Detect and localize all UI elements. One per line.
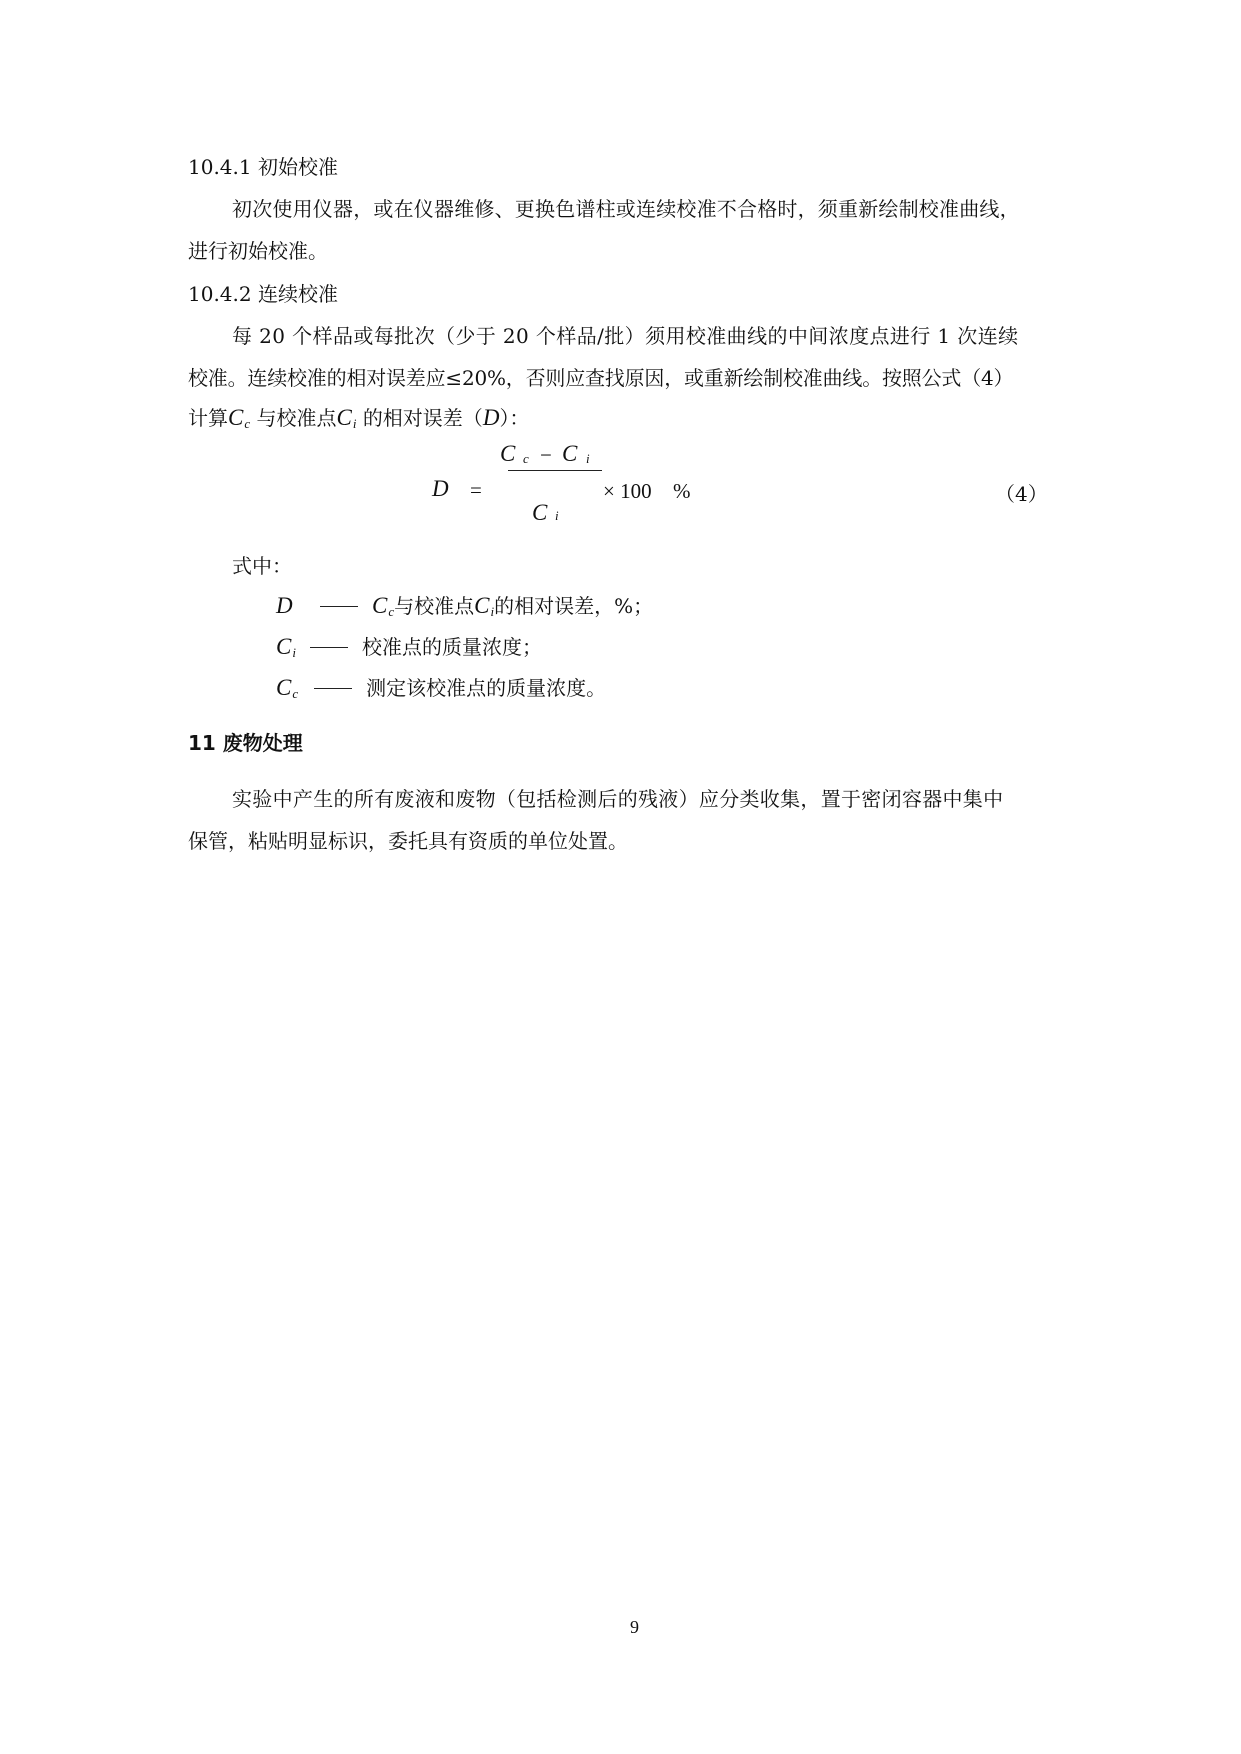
- symbol-cc-sub: c: [244, 416, 251, 431]
- formula-lhs: D: [432, 476, 449, 501]
- formula-percent: %: [673, 479, 691, 503]
- symbol-ci-sub: i: [352, 416, 357, 431]
- section-10-4-2-line3: [188, 402, 529, 431]
- definition-ci: Ci 校准点的质量浓度；: [276, 634, 542, 660]
- section-10-4-2-line1: 每 20 个样品或每批次（少于 20 个样品/批）须用校准曲线的中间浓度点进行 1 次连续: [232, 324, 1019, 348]
- line3-mid1: 与校准点: [256, 406, 337, 430]
- section-10-4-1-line1: 初次使用仪器，或在仪器维修、更换色谱柱或连续校准不合格时，须重新绘制校准曲线，: [232, 197, 1020, 221]
- symbol-ci: C: [336, 405, 352, 430]
- formula-times-100: × 100: [603, 479, 652, 503]
- section-11-line1: 实验中产生的所有废液和废物（包括检测后的残液）应分类收集，置于密闭容器中集中: [232, 787, 1004, 811]
- section-10-4-1-line2: 进行初始校准。: [188, 239, 328, 263]
- where-label: 式中：: [232, 554, 292, 578]
- line3-pre: 计算: [188, 406, 228, 430]
- symbol-cc: C: [228, 405, 244, 430]
- definition-cc: Cc 测定该校准点的质量浓度。: [276, 675, 607, 701]
- formula-number: （4）: [995, 482, 1048, 506]
- section-11-line2: 保管，粘贴明显标识，委托具有资质的单位处置。: [188, 829, 628, 853]
- section-10-4-1-heading: 10.4.1 初始校准: [188, 155, 338, 179]
- section-11-heading: 11 废物处理: [188, 731, 303, 755]
- definition-d: D Cc与校准点Ci的相对误差，%；: [276, 593, 654, 619]
- line3-mid2: 的相对误差（: [362, 406, 483, 430]
- symbol-d: D: [482, 405, 500, 430]
- page-number: 9: [630, 1617, 639, 1637]
- section-10-4-2-line2: 校准。连续校准的相对误差应≤20%，否则应查找原因，或重新绘制校准曲线。按照公式（4）: [188, 366, 1014, 390]
- section-10-4-2-heading: 10.4.2 连续校准: [188, 282, 338, 306]
- line3-end: ）：: [499, 406, 530, 430]
- formula-fraction-bar: [508, 470, 602, 471]
- formula-equals: =: [470, 478, 482, 502]
